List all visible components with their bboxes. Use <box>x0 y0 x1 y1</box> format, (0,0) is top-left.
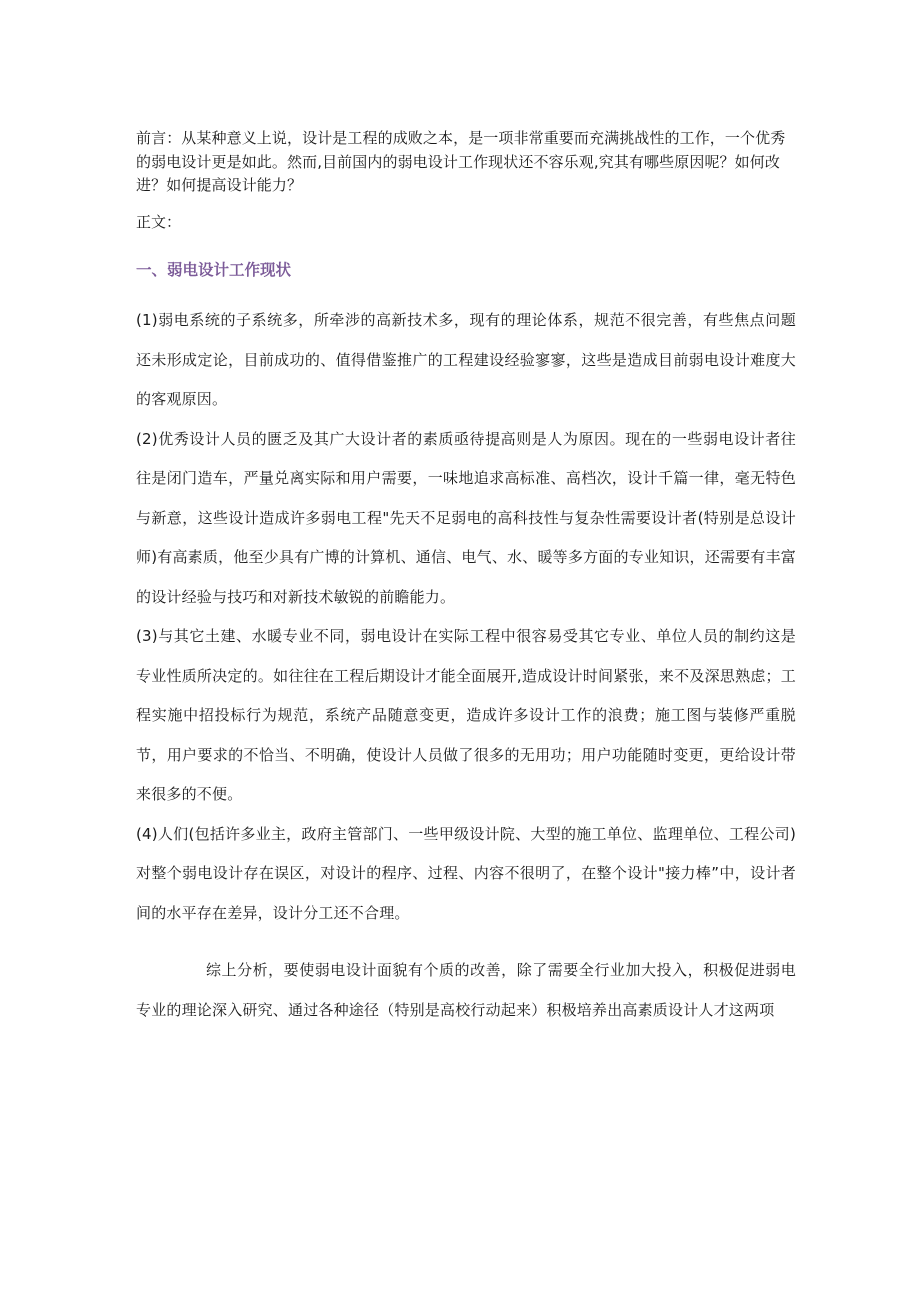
paragraph-1: (1)弱电系统的子系统多，所牵涉的高新技术多，现有的理论体系，规范不很完善，有些焦点问题还未形成定论，目前成功的、值得借鉴推广的工程建设经验寥寥，这些是造成目前弱电设计难度大的客观原因。 <box>136 311 796 408</box>
paragraph-spacer <box>136 933 796 951</box>
body-label: 正文： <box>136 213 182 231</box>
paragraph-4: (4)人们(包括许多业主，政府主管部门、一些甲级设计院、大型的施工单位、监理单位、工程公司)对整个弱电设计存在误区，对设计的程序、过程、内容不很明了，在整个设计"接力棒”中，设计者间的水平存在差异，设计分工还不合理。 <box>136 824 796 922</box>
preface-text: 前言：从某种意义上说，设计是工程的成败之本，是一项非常重要而充满挑战性的工作，一个优秀的弱电设计更是如此。然而,目前国内的弱电设计工作现状还不容乐观,究其有哪些原因呢？如何改进？如何提高设计能力？ <box>136 129 786 194</box>
paragraph-3: (3)与其它土建、水暖专业不同，弱电设计在实际工程中很容易受其它专业、单位人员的制约这是专业性质所决定的。如往往在工程后期设计才能全面展开,造成设计时间紧张，来不及深思熟虑；工程实施中招投标行为规范，系统产品随意变更，造成许多设计工作的浪费；施工图与装修严重脱节，用户要求的不恰当、不明确，使设计人员做了很多的无用功；用户功能随时变更，更给设计带来很多的不便。 <box>136 627 796 803</box>
paragraph-2: (2)优秀设计人员的匮乏及其广大设计者的素质亟待提高则是人为原因。现在的一些弱电设计者往往是闭门造车，严量兑离实际和用户需要，一味地追求高标准、高档次，设计千篇一律，毫无特色与新意，这些设计造成许多弱电工程"先天不足弱电的高科技性与复杂性需要设计者(特别是总设计师)有高素质，他至少具有广博的计算机、通信、电气、水、暖等多方面的专业知识，还需要有丰富的设计经验与技巧和对新技术敏锐的前瞻能力。 <box>136 429 796 606</box>
section-heading: 一、弱电设计工作现状 <box>136 261 292 279</box>
summary-paragraph: 综上分析，要使弱电设计面貌有个质的改善，除了需要全行业加大投入，积极促进弱电专业的理论深入研究、通过各种途径（特别是高校行动起来）积极培养出高素质设计人才这两项 <box>136 961 796 1019</box>
document-content <box>136 301 796 1030</box>
